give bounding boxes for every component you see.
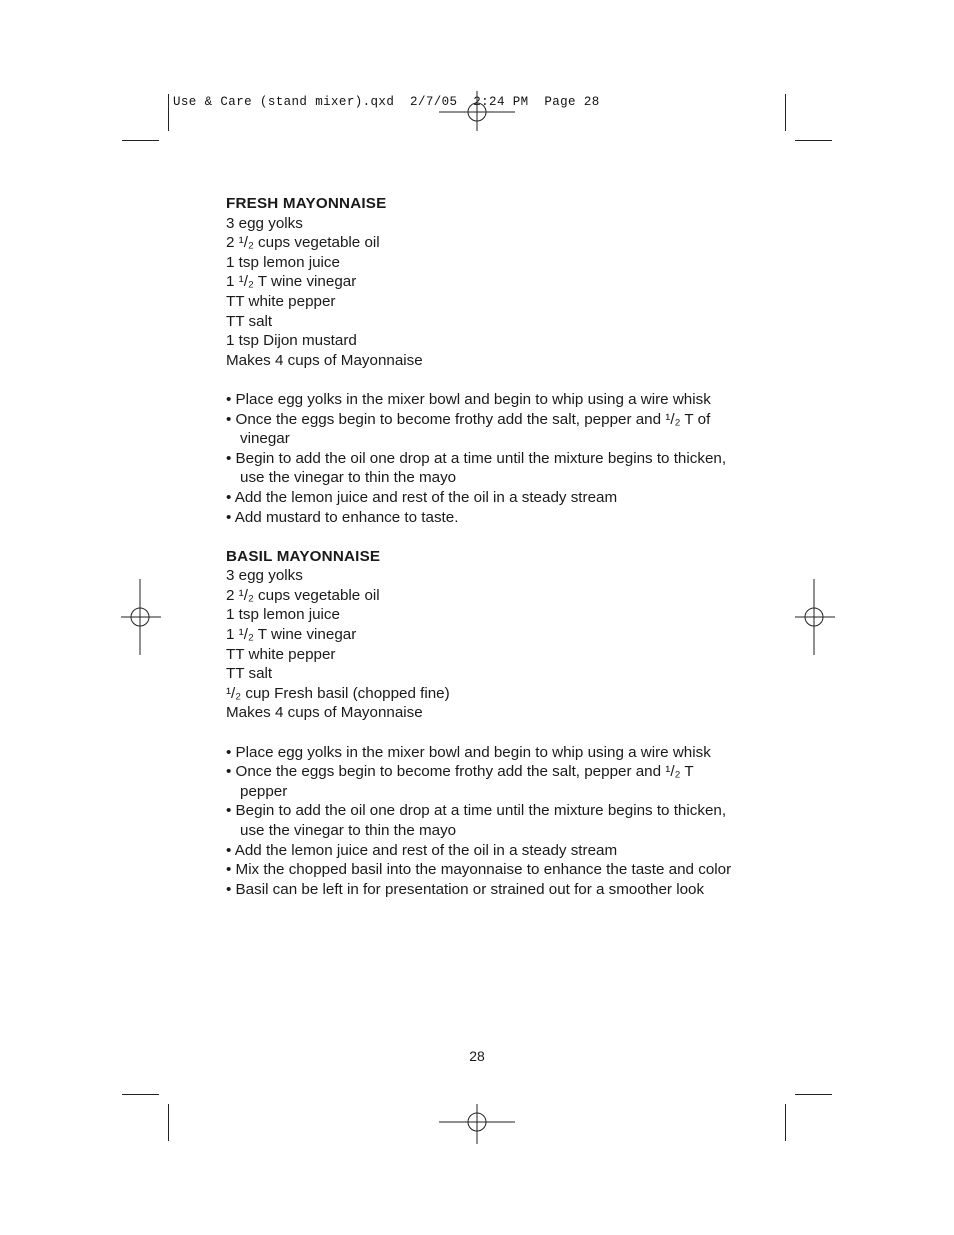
crop-mark-top-left-vertical bbox=[168, 94, 169, 131]
yield-note: Makes 4 cups of Mayonnaise bbox=[226, 351, 423, 369]
ingredient-item: 1 ¹/₂ T wine vinegar bbox=[226, 273, 357, 291]
page-number: 28 bbox=[469, 1048, 485, 1064]
ingredient-item: 1 ¹/₂ T wine vinegar bbox=[226, 626, 357, 644]
step-item: • Mix the chopped basil into the mayonnaise to enhance the taste and color bbox=[226, 861, 732, 879]
ingredient-item: ¹/₂ cup Fresh basil (chopped fine) bbox=[226, 684, 450, 702]
ingredient-item: 1 tsp lemon juice bbox=[226, 606, 340, 624]
step-item: • Begin to add the oil one drop at a time until the mixture begins to thicken, use the vinegar to thin the mayo bbox=[226, 802, 727, 839]
spacer bbox=[226, 370, 736, 390]
recipe-basil-mayonnaise bbox=[226, 547, 736, 900]
registration-mark-bottom-icon bbox=[439, 1104, 515, 1144]
registration-mark-right-icon bbox=[795, 579, 835, 655]
step-list bbox=[226, 390, 736, 527]
ingredient-item: 1 tsp lemon juice bbox=[226, 253, 340, 271]
crop-mark-top-right-horizontal bbox=[795, 140, 832, 141]
recipe-fresh-mayonnaise bbox=[226, 194, 736, 527]
ingredient-item: TT salt bbox=[226, 312, 273, 330]
crop-mark-top-right-vertical bbox=[785, 94, 786, 131]
step-list bbox=[226, 743, 736, 900]
step-item: • Once the eggs begin to become frothy add the salt, pepper and ¹/₂ T of vinegar bbox=[226, 410, 711, 448]
ingredient-item: TT white pepper bbox=[226, 645, 336, 663]
recipe-title: BASIL MAYONNAISE bbox=[226, 547, 381, 565]
registration-mark-left-icon bbox=[121, 579, 161, 655]
step-item: • Add mustard to enhance to taste. bbox=[226, 508, 459, 526]
crop-mark-bottom-right-vertical bbox=[785, 1104, 786, 1141]
step-item: • Once the eggs begin to become frothy add the salt, pepper and ¹/₂ T pepper bbox=[226, 763, 694, 800]
recipe-content bbox=[226, 194, 736, 899]
step-item: • Add the lemon juice and rest of the oil in a steady stream bbox=[226, 841, 618, 859]
ingredient-item: TT salt bbox=[226, 665, 273, 683]
step-item: • Place egg yolks in the mixer bowl and begin to whip using a wire whisk bbox=[226, 390, 711, 408]
yield-note: Makes 4 cups of Mayonnaise bbox=[226, 704, 423, 722]
spacer bbox=[226, 723, 736, 743]
ingredient-list bbox=[226, 566, 736, 723]
ingredient-item: 1 tsp Dijon mustard bbox=[226, 332, 357, 350]
step-item: • Place egg yolks in the mixer bowl and begin to whip using a wire whisk bbox=[226, 743, 711, 761]
ingredient-item: 2 ¹/₂ cups vegetable oil bbox=[226, 586, 380, 604]
ingredient-item: 3 egg yolks bbox=[226, 214, 303, 232]
step-item: • Begin to add the oil one drop at a time until the mixture begins to thicken, use the vinegar to thin the mayo bbox=[226, 449, 727, 487]
file-slug-line: Use & Care (stand mixer).qxd 2/7/05 2:24 PM Page 28 bbox=[173, 95, 600, 109]
crop-mark-bottom-right-horizontal bbox=[795, 1094, 832, 1095]
registration-mark-top-icon bbox=[439, 91, 515, 131]
ingredient-list bbox=[226, 214, 736, 371]
ingredient-item: 2 ¹/₂ cups vegetable oil bbox=[226, 234, 380, 252]
crop-mark-bottom-left-vertical bbox=[168, 1104, 169, 1141]
ingredient-item: TT white pepper bbox=[226, 292, 336, 310]
crop-mark-bottom-left-horizontal bbox=[122, 1094, 159, 1095]
step-item: • Add the lemon juice and rest of the oil in a steady stream bbox=[226, 488, 618, 506]
step-item: • Basil can be left in for presentation or strained out for a smoother look bbox=[226, 880, 705, 898]
ingredient-item: 3 egg yolks bbox=[226, 567, 303, 585]
recipe-title: FRESH MAYONNAISE bbox=[226, 195, 387, 212]
crop-mark-top-left-horizontal bbox=[122, 140, 159, 141]
spacer bbox=[226, 527, 736, 547]
